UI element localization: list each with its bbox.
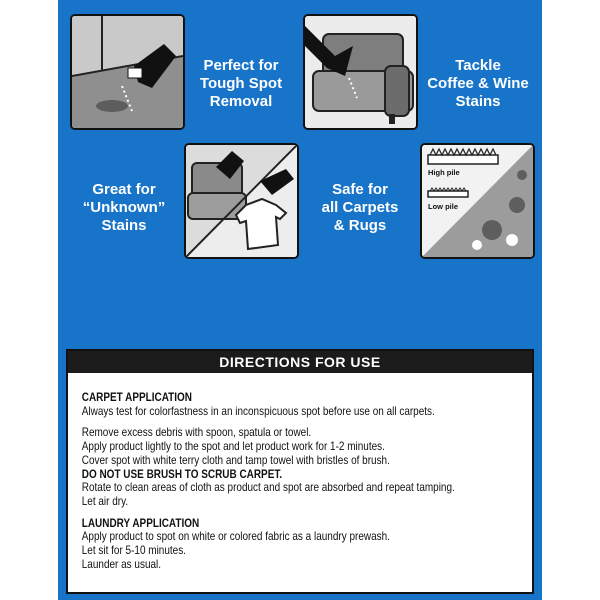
feature-caption-4: Safe for all Carpets & Rugs <box>321 181 399 234</box>
spray-couch-icon <box>303 14 418 130</box>
feature-caption-2: Tackle Coffee & Wine Stains <box>427 57 529 110</box>
spray-carpet-icon <box>70 14 185 130</box>
high-pile-label: High pile <box>428 168 460 177</box>
spray-couch-shirt-icon <box>184 143 299 259</box>
carpet-application-heading: CARPET APPLICATION <box>81 391 193 404</box>
directions-for-use-box <box>66 349 534 594</box>
carpet-instruction-line: Always test for colorfastness in an inconspicuous spot before use on all carpets. <box>81 404 435 418</box>
laundry-instruction-line: Apply product to spot on white or colored fabric as a laundry prewash. <box>81 530 390 544</box>
carpet-instruction-line: Cover spot with white terry cloth and tamp towel with bristles of brush. <box>81 453 390 467</box>
laundry-instruction-line: Launder as usual. <box>81 557 162 571</box>
carpet-warning-line: DO NOT USE BRUSH TO SCRUB CARPET. <box>81 467 283 481</box>
directions-title: DIRECTIONS FOR USE <box>68 351 532 373</box>
carpet-instruction-line: Remove excess debris with spoon, spatula or towel. <box>81 426 312 440</box>
low-pile-label: Low pile <box>428 202 458 211</box>
laundry-instruction-line: Let sit for 5-10 minutes. <box>81 544 186 558</box>
feature-caption-1: Perfect for Tough Spot Removal <box>199 57 283 110</box>
carpet-pile-icon <box>420 143 535 259</box>
carpet-instruction-line: Rotate to clean areas of cloth as product and spot are absorbed and repeat tamping. <box>81 481 455 495</box>
laundry-application-heading: LAUNDRY APPLICATION <box>81 516 200 530</box>
directions-body <box>68 373 532 571</box>
feature-caption-3: Great for “Unknown” Stains <box>82 181 166 234</box>
carpet-instruction-line: Let air dry. <box>81 494 129 508</box>
carpet-instruction-line: Apply product lightly to the spot and let product work for 1-2 minutes. <box>81 440 385 454</box>
